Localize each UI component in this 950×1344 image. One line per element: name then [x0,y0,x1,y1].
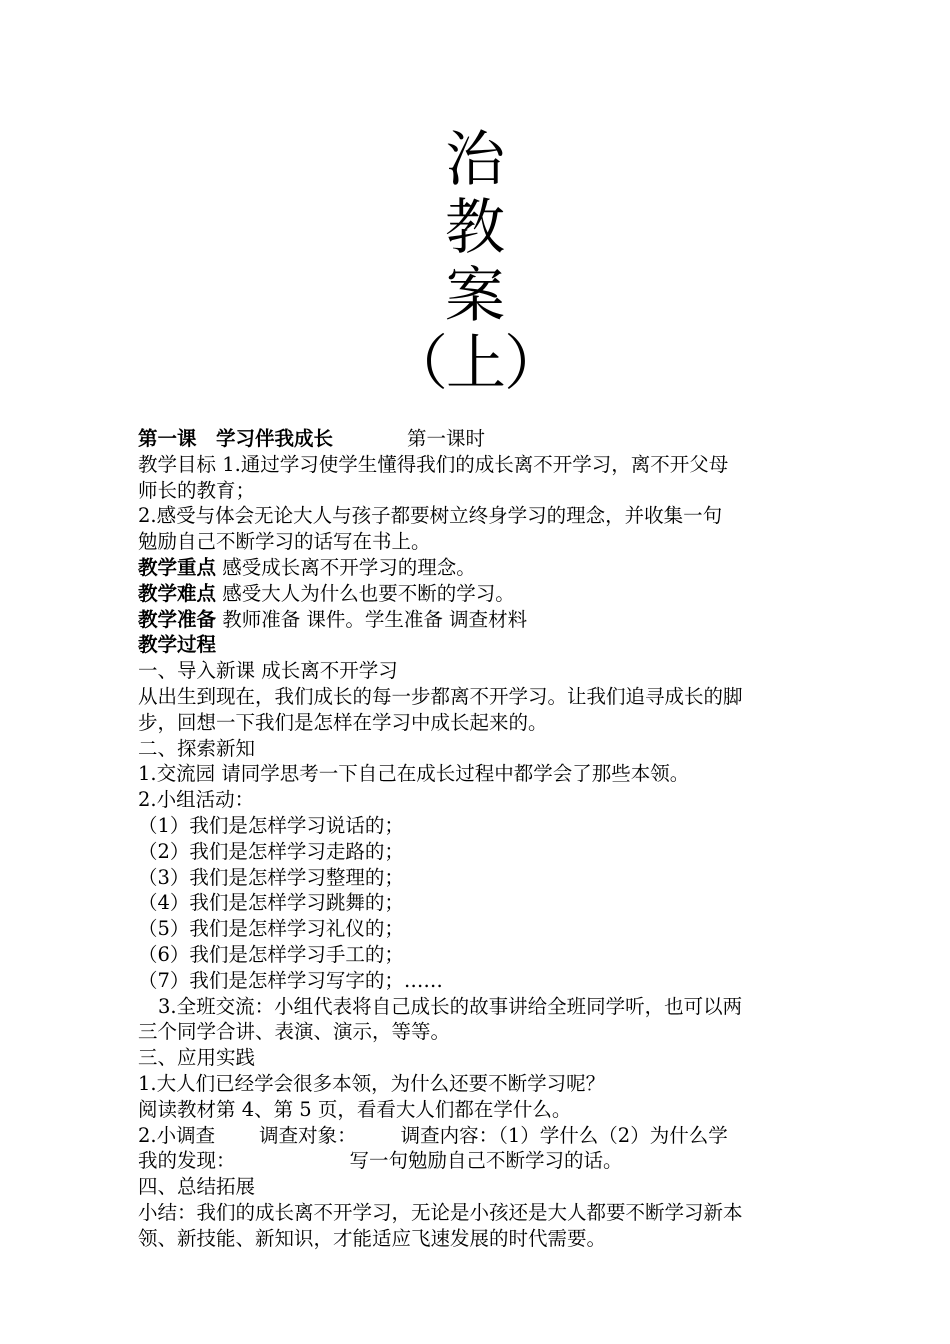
title-char-4: （上） [388,329,562,399]
difficulty-line [138,581,828,607]
key-point-line [138,555,828,581]
activity-item: （5）我们是怎样学习礼仪的； [138,917,404,941]
lesson-body [138,426,828,1252]
section3-line-2: 阅读教材第 4、第 5 页，看看大人们都在学什么。 [138,1097,572,1121]
activity-item: （3）我们是怎样学习整理的； [138,865,404,889]
section2-heading: 二、探索新知 [138,736,256,760]
objectives-line-4: 勉励自己不断学习的话写在书上。 [138,530,431,554]
section4-line-1: 小结：我们的成长离不开学习，无论是小孩还是大人都要不断学习新本 [138,1200,743,1224]
survey-label: 2.小调查 [138,1123,216,1147]
activity-item: （1）我们是怎样学习说话的； [138,813,404,837]
activity-item: （7）我们是怎样学习写字的；…… [138,968,443,992]
title-char-1: 治 [445,125,505,195]
discovery-line [138,1148,828,1174]
motto-text: 写一句勉励自己不断学习的话。 [349,1149,623,1173]
preparation-label: 教学准备 [138,607,217,631]
preparation-text: 教师准备 课件。学生准备 调查材料 [222,607,528,631]
lesson-heading: 第一课 学习伴我成长 [138,427,334,450]
section2-item-3-line-2: 三个同学合讲、表演、演示，等等。 [138,1020,451,1044]
process-label: 教学过程 [138,633,217,657]
objectives-line-2: 师长的教育； [138,478,256,502]
lesson-heading-line [138,426,828,452]
discovery-label: 我的发现： [138,1149,236,1173]
section2-item-1: 1.交流园 请同学思考一下自己在成长过程中都学会了那些本领。 [138,762,690,786]
survey-content: 调查内容：（1）学什么（2）为什么学 [400,1123,728,1147]
document-title [0,126,950,398]
title-char-3: 案 [445,261,505,331]
section1-line-1: 从出生到现在，我们成长的每一步都离不开学习。让我们追寻成长的脚 [138,684,743,708]
difficulty-text: 感受大人为什么也要不断的学习。 [222,581,515,605]
lesson-period: 第一课时 [407,427,486,450]
objectives-line-1: 教学目标 1.通过学习使学生懂得我们的成长离不开学习，离不开父母 [138,452,729,476]
section3-heading: 三、应用实践 [138,1046,256,1070]
key-point-text: 感受成长离不开学习的理念。 [222,555,476,579]
section1-heading: 一、导入新课 成长离不开学习 [138,659,398,683]
key-point-label: 教学重点 [138,555,217,579]
section4-heading: 四、总结拓展 [138,1175,256,1199]
title-char-2: 教 [445,193,505,263]
activity-item: （6）我们是怎样学习手工的； [138,942,404,966]
survey-line [138,1123,828,1149]
activity-item: （2）我们是怎样学习走路的； [138,839,404,863]
survey-object: 调查对象： [259,1123,357,1147]
difficulty-label: 教学难点 [138,581,217,605]
activity-item: （4）我们是怎样学习跳舞的； [138,891,404,915]
objectives-line-3: 2.感受与体会无论大人与孩子都要树立终身学习的理念，并收集一句 [138,504,723,528]
section4-line-2: 领、新技能、新知识，才能适应飞速发展的时代需要。 [138,1226,607,1250]
section1-line-2: 步，回想一下我们是怎样在学习中成长起来的。 [138,710,548,734]
section2-item-2: 2.小组活动： [138,788,255,812]
section3-line-1: 1.大人们已经学会很多本领，为什么还要不断学习呢？ [138,1071,606,1095]
preparation-line [138,607,828,633]
section2-item-3-line-1: 3.全班交流：小组代表将自己成长的故事讲给全班同学听，也可以两 [158,994,743,1018]
